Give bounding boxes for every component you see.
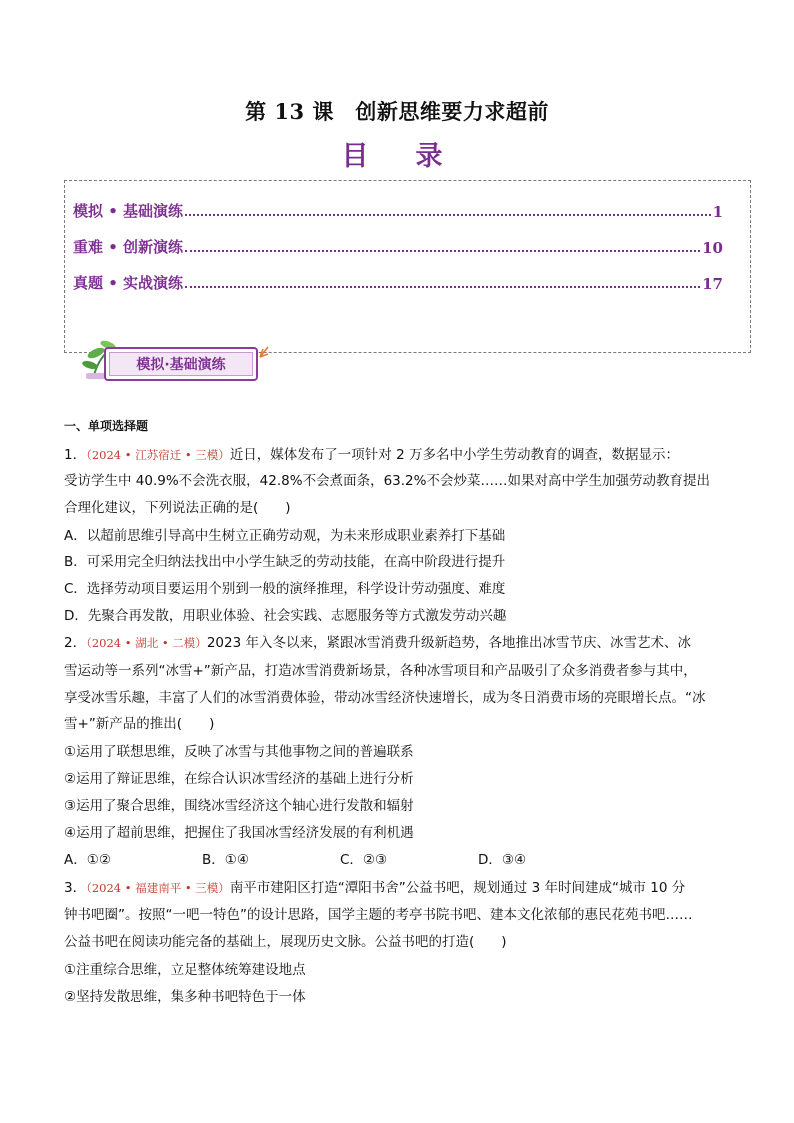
toc-entry-label: 重难 • 创新演练 [73, 238, 184, 256]
toc-entry-1[interactable] [73, 197, 723, 221]
question-number: 2． [64, 635, 87, 651]
statement-2: ②运用了辩证思维，在综合认识冰雪经济的基础上进行分析 [64, 771, 414, 787]
toc-entry-label: 模拟 • 基础演练 [73, 202, 184, 220]
section-badge [82, 335, 282, 387]
choice-b[interactable]: B．①④ [202, 852, 249, 868]
question-text: 近日，媒体发布了一项针对 2 万多名中小学生劳动教育的调查，数据显示： [229, 447, 679, 463]
section-heading: 一、单项选择题 [64, 419, 149, 433]
statement-1: ①运用了联想思维，反映了冰雪与其他事物之间的普遍联系 [64, 744, 414, 760]
choice-c[interactable]: C．②③ [340, 852, 388, 868]
question-text: 雪运动等一系列“冰雪+”新产品，打造冰雪消费新场景，各种冰雪项目和产品吸引了众多消费者参与其中， [64, 663, 697, 679]
question-2-line [64, 631, 734, 651]
question-source: （2024 • 江苏宿迁 • 三模） [86, 448, 230, 462]
question-3-line [64, 876, 734, 896]
question-number: 1． [64, 447, 87, 463]
statement-3: ③运用了聚合思维，围绕冰雪经济这个轴心进行发散和辐射 [64, 798, 414, 814]
question-text: 享受冰雪乐趣，丰富了人们的冰雪消费体验，带动冰雪经济快速增长，成为冬日消费市场的亮眼增长点。“冰 [64, 690, 706, 706]
option-b[interactable]: B．可采用完全归纳法找出中小学生缺乏的劳动技能，在高中阶段进行提升 [64, 554, 506, 570]
question-source: （2024 • 湖北 • 二模） [86, 636, 207, 650]
question-text: 公益书吧在阅读功能完备的基础上，展现历史文脉。公益书吧的打造( ) [64, 934, 507, 950]
question-number: 3． [64, 880, 87, 896]
toc-entry-label: 真题 • 实战演练 [73, 274, 184, 292]
question-1-line [64, 443, 734, 463]
question-text: 钟书吧圈”。按照“一吧一特色”的设计思路，国学主题的考亭书院书吧、建本文化浓郁的惠民花苑书吧…… [64, 907, 693, 923]
toc-heading: 目 录 [341, 141, 453, 172]
statement-2: ②坚持发散思维，集多种书吧特色于一体 [64, 989, 306, 1005]
page-title: 第 13 课 创新思维要力求超前 [245, 99, 549, 124]
option-d[interactable]: D．先聚合再发散，用职业体验、社会实践、志愿服务等方式激发劳动兴趣 [64, 608, 507, 624]
choice-row [64, 848, 734, 868]
option-c[interactable]: C．选择劳动项目要运用个别到一般的演绎推理，科学设计劳动强度、难度 [64, 581, 506, 597]
question-source: （2024 • 福建南平 • 三模） [86, 881, 230, 895]
toc-leader [185, 286, 700, 288]
toc-leader [185, 214, 711, 216]
section-badge-label: 模拟·基础演练 [104, 347, 258, 381]
toc-entry-3[interactable] [73, 269, 723, 293]
statement-1: ①注重综合思维，立足整体统筹建设地点 [64, 962, 306, 978]
statement-4: ④运用了超前思维，把握住了我国冰雪经济发展的有利机遇 [64, 825, 414, 841]
toc-entry-page: 10 [702, 239, 723, 257]
question-text: 合理化建议，下列说法正确的是( ) [64, 500, 291, 516]
option-a[interactable]: A．以超前思维引导高中生树立正确劳动观，为未来形成职业素养打下基础 [64, 528, 506, 544]
question-text: 南平市建阳区打造“潭阳书舍”公益书吧，规划通过 3 年时间建成“城市 10 分 [229, 880, 686, 896]
question-text: 受访学生中 40.9%不会洗衣服，42.8%不会煮面条，63.2%不会炒菜……如果对高中学生加强劳动教育提出 [64, 473, 710, 489]
question-text: 雪+”新产品的推出( ) [64, 716, 215, 732]
toc-entry-2[interactable] [73, 233, 723, 257]
toc-entry-page: 1 [712, 203, 723, 221]
choice-a[interactable]: A．①② [64, 852, 111, 868]
toc-entry-page: 17 [702, 275, 723, 293]
choice-d[interactable]: D．③④ [478, 852, 527, 868]
table-of-contents [64, 180, 751, 353]
question-text: 2023 年入冬以来，紧跟冰雪消费升级新趋势，各地推出冰雪节庆、冰雪艺术、冰 [206, 635, 691, 651]
toc-leader [185, 250, 700, 252]
